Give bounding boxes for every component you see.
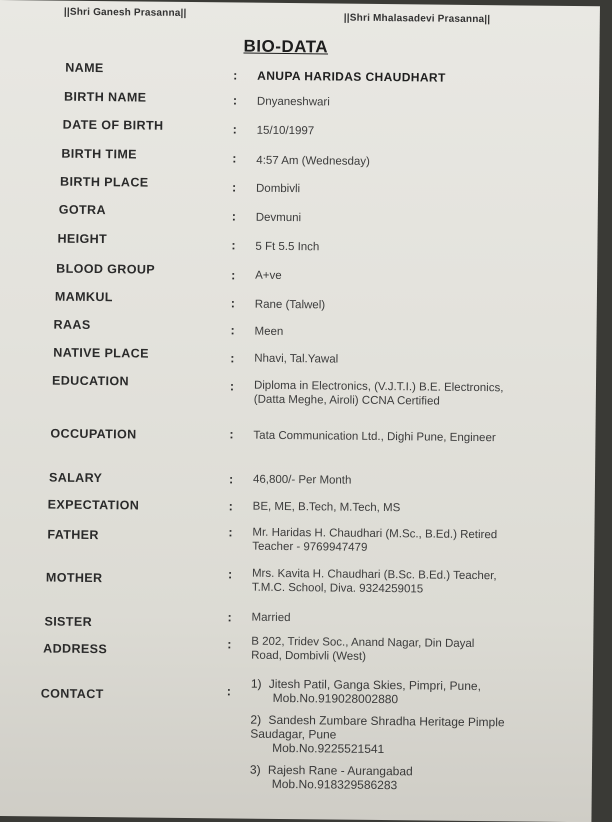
field-separator: : — [231, 238, 236, 253]
contact-list — [250, 677, 541, 802]
field-label: MAMKUL — [54, 289, 113, 305]
field-separator: : — [228, 525, 233, 540]
field-address — [0, 635, 593, 663]
field-contact — [0, 676, 593, 793]
page-title: BIO-DATA — [243, 36, 329, 57]
field-separator: : — [230, 323, 235, 338]
right-blessing: ||Shri Mhalasadevi Prasanna|| — [343, 12, 491, 26]
field-label: EDUCATION — [51, 373, 130, 389]
field-separator: : — [232, 151, 237, 166]
field-date-of-birth — [0, 117, 599, 138]
field-separator: : — [228, 472, 234, 487]
field-label: BLOOD GROUP — [56, 261, 156, 277]
field-label: SALARY — [48, 470, 103, 486]
contact-text: Jitesh Patil, Ganga Skies, Pimpri, Pune, — [268, 676, 482, 694]
field-separator: : — [229, 379, 235, 394]
field-value: A+ve — [255, 269, 282, 282]
field-separator: : — [230, 296, 236, 311]
field-label: NATIVE PLACE — [53, 345, 149, 361]
field-separator: : — [228, 499, 233, 514]
field-value: ANUPA HARIDAS CHAUDHART — [257, 68, 446, 85]
contact-entry — [251, 677, 541, 708]
field-separator: : — [227, 637, 232, 652]
field-mother — [0, 567, 594, 596]
field-birth-time — [0, 146, 598, 168]
contact-entry — [250, 713, 540, 758]
field-label: EXPECTATION — [47, 497, 140, 513]
field-value: Meen — [254, 325, 284, 338]
field-separator: : — [231, 209, 236, 224]
field-height — [0, 231, 598, 254]
field-value: Devmuni — [255, 211, 302, 225]
field-separator: : — [229, 427, 234, 442]
field-label: SISTER — [44, 614, 93, 629]
contact-mobile: Mob.No.919028002880 — [272, 690, 399, 707]
field-separator: : — [231, 268, 236, 283]
field-father — [0, 525, 594, 554]
field-value: Mr. Haridas H. Chaudhari (M.Sc., B.Ed.) Retired Teacher - 9769947479 — [252, 526, 498, 554]
field-native-place — [0, 345, 596, 366]
field-label: MOTHER — [45, 570, 103, 586]
field-expectation — [0, 497, 595, 515]
field-separator: : — [232, 122, 237, 137]
field-sister — [0, 610, 594, 629]
field-occupation — [0, 426, 596, 445]
field-label: BIRTH PLACE — [60, 174, 149, 190]
field-value: 46,800/- Per Month — [252, 473, 352, 487]
field-label: NAME — [65, 60, 104, 76]
field-label: HEIGHT — [57, 231, 108, 247]
field-value: Dombivli — [255, 182, 301, 196]
field-label: CONTACT — [40, 686, 104, 702]
field-raas — [0, 317, 597, 338]
contact-text: Sandesh Zumbare Shradha Heritage Pimple Saudagar, Pune — [250, 712, 505, 742]
contact-index: 3) — [249, 762, 261, 777]
field-value: Diploma in Electronics, (V.J.T.I.) B.E. Electronics, (Datta Meghe, Airoli) CCNA Certified — [253, 379, 504, 408]
field-separator: : — [227, 567, 233, 582]
field-label: BIRTH TIME — [61, 146, 137, 162]
field-value: B 202, Tridev Soc., Anand Nagar, Din Dayal Road, Dombivli (West) — [251, 635, 475, 663]
field-birth-name — [0, 89, 599, 109]
field-value: Rane (Talwel) — [254, 298, 326, 312]
field-separator: : — [231, 180, 237, 195]
field-separator: : — [226, 684, 232, 699]
field-value: 4:57 Am (Wednesday) — [256, 154, 370, 168]
field-value: Nhavi, Tal.Yawal — [254, 352, 339, 366]
field-value: Mrs. Kavita H. Chaudhari (B.Sc. B.Ed.) Teacher, T.M.C. School, Diva. 9324259015 — [251, 567, 497, 596]
field-label: FATHER — [47, 527, 99, 543]
field-salary — [0, 470, 595, 487]
contact-index: 1) — [250, 676, 262, 691]
field-value: BE, ME, B.Tech, M.Tech, MS — [252, 500, 401, 515]
contact-mobile: Mob.No.9225521541 — [272, 740, 385, 757]
field-education — [0, 373, 596, 408]
field-separator: : — [232, 93, 238, 108]
field-label: RAAS — [53, 317, 91, 332]
field-label: DATE OF BIRTH — [62, 117, 164, 133]
contact-index: 2) — [250, 712, 262, 727]
field-birth-place — [0, 174, 598, 196]
contact-text: Rajesh Rane - Aurangabad — [267, 762, 413, 779]
field-mamkul — [0, 289, 597, 312]
field-value: Dnyaneshwari — [256, 95, 330, 109]
field-blood-group — [0, 261, 597, 283]
field-label: BIRTH NAME — [63, 89, 147, 105]
field-value: Married — [251, 611, 291, 625]
field-label: OCCUPATION — [50, 426, 137, 442]
field-gotra — [0, 202, 598, 225]
field-separator: : — [230, 351, 235, 366]
field-name — [0, 60, 599, 85]
field-value: 15/10/1997 — [256, 124, 315, 138]
contact-mobile: Mob.No.918329586283 — [271, 776, 398, 793]
field-separator: : — [227, 610, 232, 625]
field-label: GOTRA — [58, 202, 107, 218]
field-separator: : — [233, 68, 238, 83]
field-label: ADDRESS — [43, 641, 108, 657]
contact-entry — [250, 763, 540, 794]
left-blessing: ||Shri Ganesh Prasanna|| — [63, 6, 187, 19]
field-value: 5 Ft 5.5 Inch — [255, 240, 320, 254]
field-value: Tata Communication Ltd., Dighi Pune, Engineer — [253, 429, 496, 445]
